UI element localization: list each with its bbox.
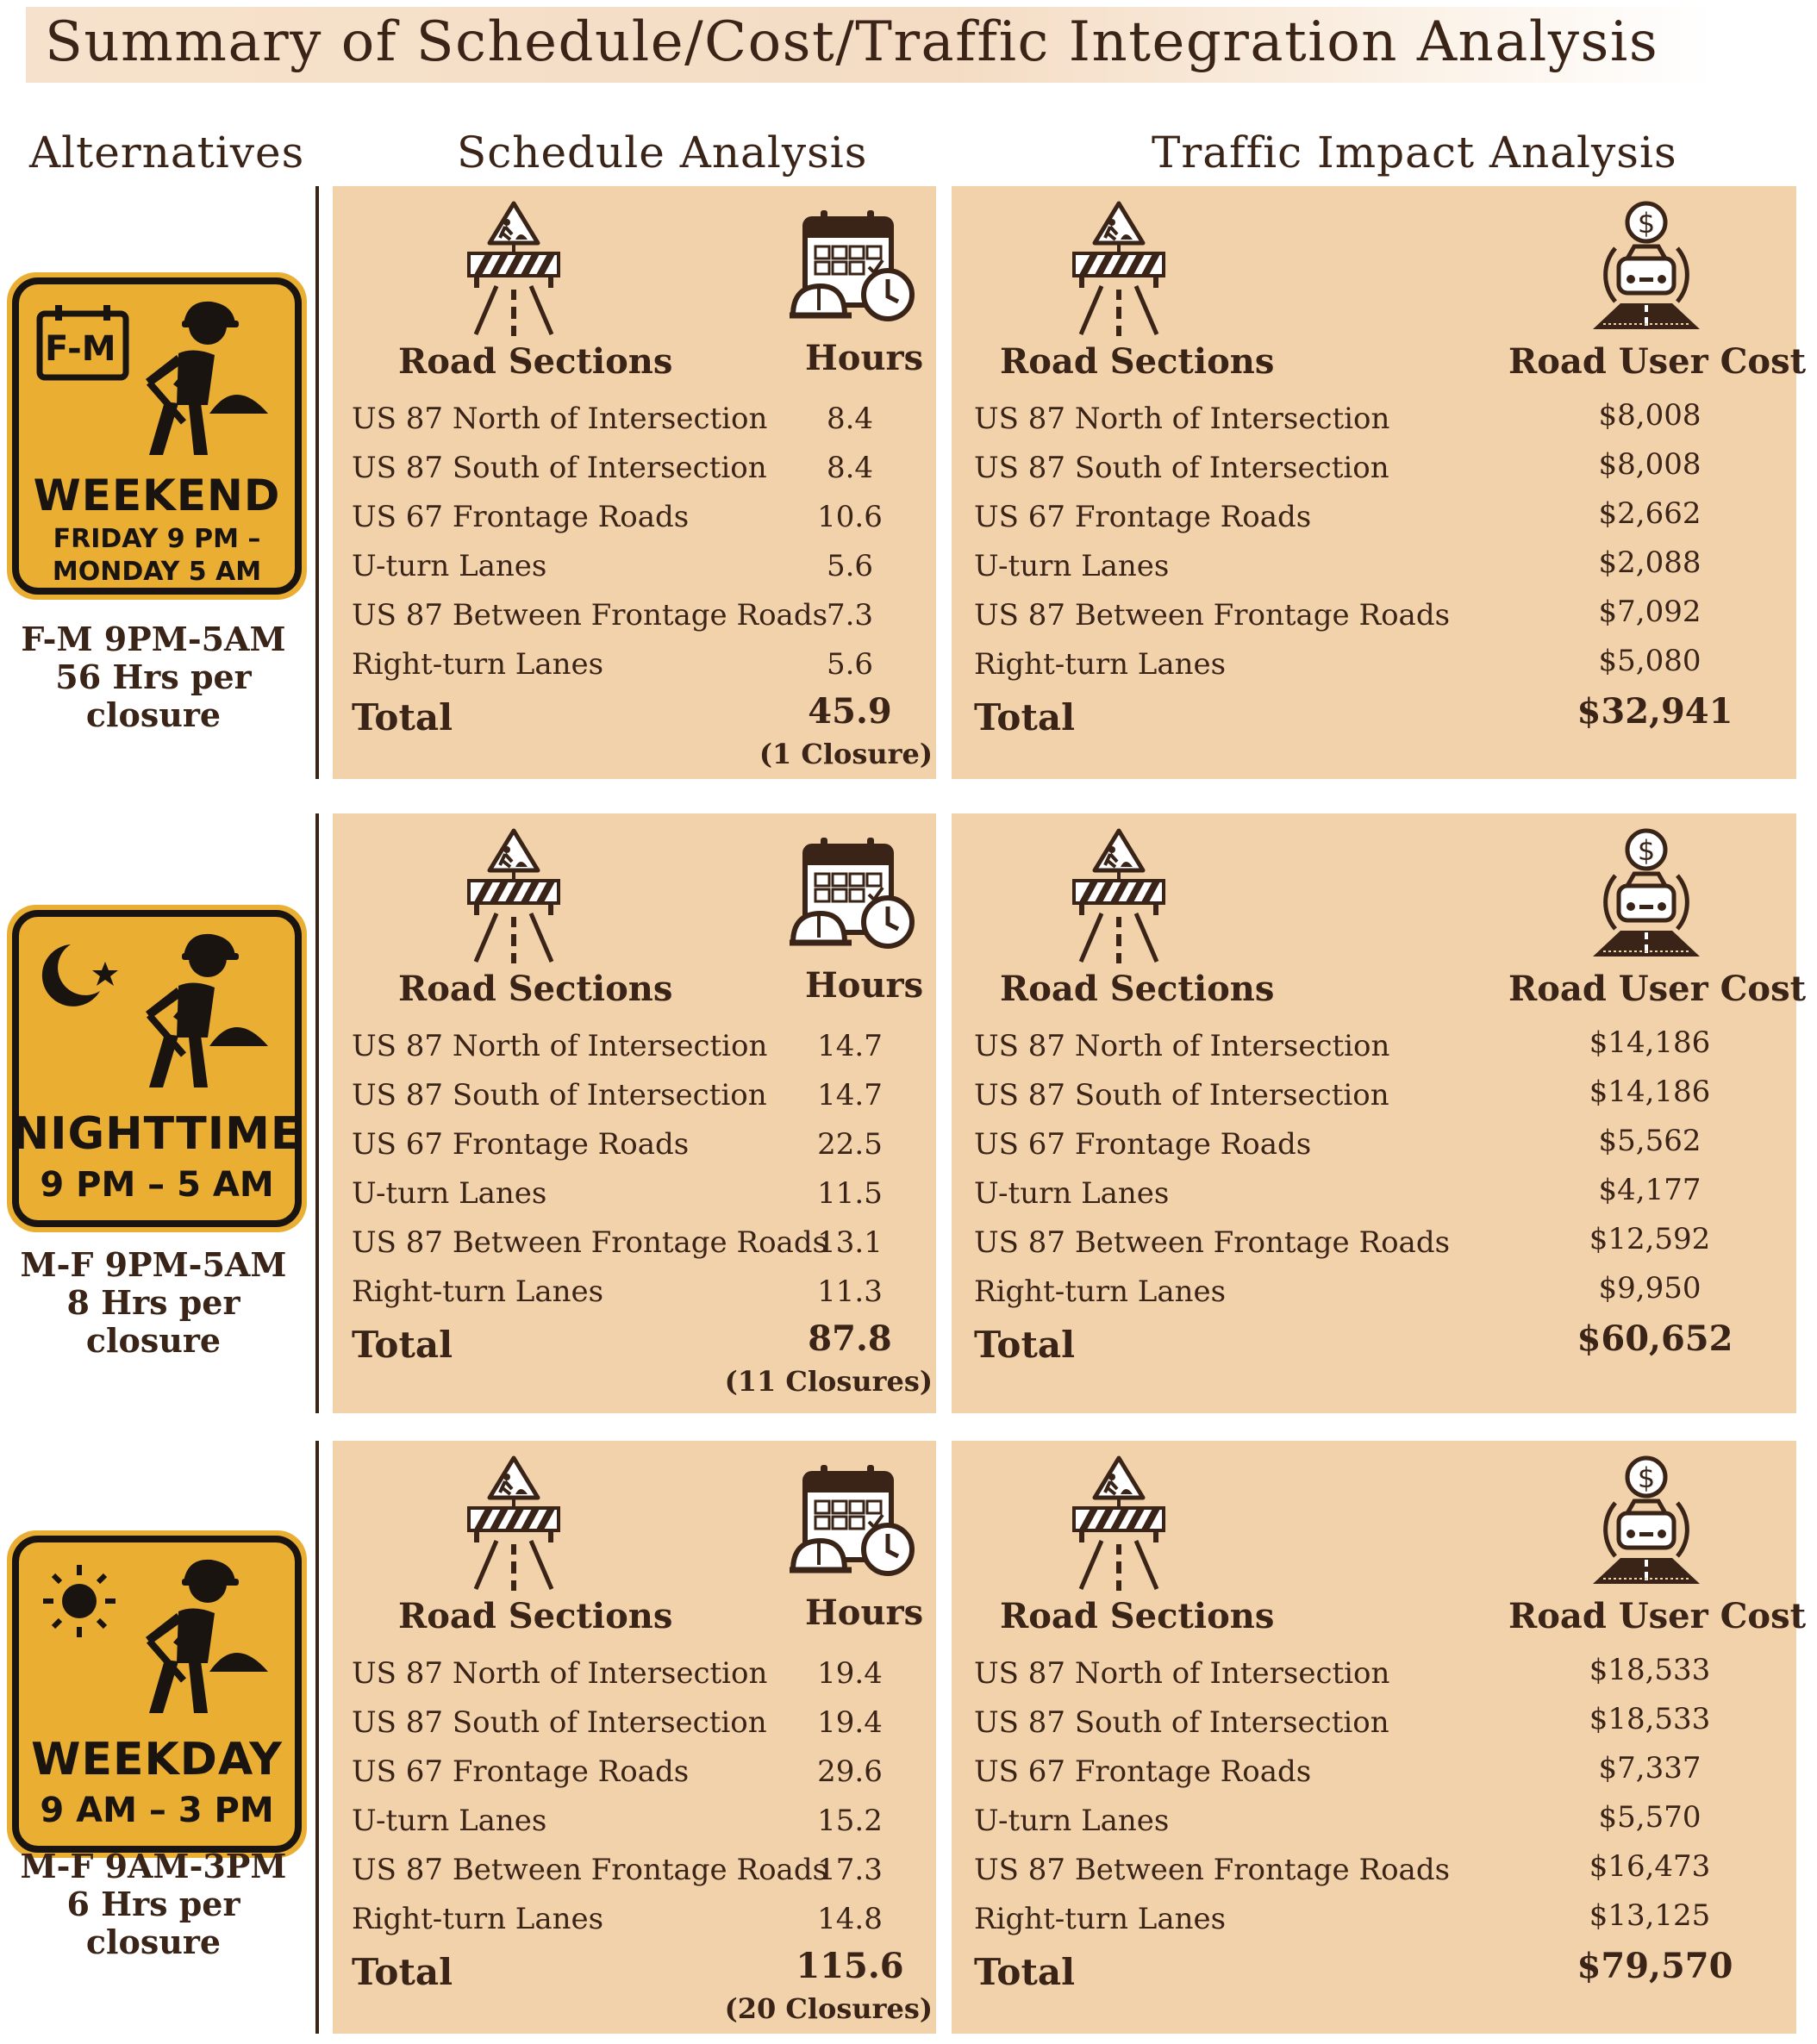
traffic-panel: [952, 813, 1807, 1413]
road-user-cost-value: $5,080: [1598, 644, 1701, 678]
roadwork-barrier-icon: [462, 200, 565, 338]
road-user-cost-icon: [1586, 1453, 1707, 1591]
road-sections-header: Road Sections: [1000, 341, 1275, 382]
road-section-name: US 67 Frontage Roads: [974, 500, 1312, 534]
road-section-name: Right-turn Lanes: [974, 647, 1227, 682]
column-header-alternatives: Alternatives: [29, 128, 305, 178]
road-user-cost-value: $5,562: [1598, 1124, 1701, 1158]
road-section-name: US 87 North of Intersection: [352, 402, 768, 436]
road-sections-header: Road Sections: [398, 341, 673, 382]
road-user-cost-value: $8,008: [1598, 398, 1701, 433]
calendar-icon: [36, 303, 131, 381]
road-section-name: US 87 North of Intersection: [352, 1656, 768, 1691]
column-header-traffic: Traffic Impact Analysis: [1152, 128, 1677, 178]
traffic-panel: [952, 1441, 1807, 2034]
road-user-cost-value: $12,592: [1589, 1222, 1711, 1256]
road-section-name: US 67 Frontage Roads: [352, 500, 690, 534]
alternative-hours-per-closure: 56 Hrs per closure: [55, 657, 252, 734]
schedule-panel: [333, 1441, 936, 2034]
road-user-cost-header: Road User Cost: [1508, 1596, 1807, 1636]
road-section-name: US 87 South of Intersection: [974, 451, 1389, 485]
hours-value: 10.6: [817, 500, 883, 534]
road-sections-header: Road Sections: [398, 969, 673, 1009]
total-hours: 115.6: [796, 1946, 904, 1986]
road-user-cost-value: $2,662: [1598, 496, 1701, 531]
roadwork-barrier-icon: [1067, 827, 1171, 965]
road-user-cost-value: $8,008: [1598, 447, 1701, 482]
roadwork-barrier-icon: [1067, 200, 1171, 338]
traffic-panel: [952, 186, 1807, 779]
sign-main-text: WEEKDAY: [31, 1734, 283, 1785]
sign-sub-text: 9 AM – 3 PM: [40, 1791, 274, 1830]
sign-sub-text: FRIDAY 9 PM –: [53, 524, 261, 554]
road-sections-header: Road Sections: [1000, 969, 1275, 1009]
road-user-cost-value: $9,950: [1598, 1271, 1701, 1306]
road-user-cost-value: $5,570: [1598, 1800, 1701, 1835]
hours-value: 19.4: [817, 1705, 883, 1740]
hours-value: 8.4: [826, 402, 874, 436]
hours-value: 13.1: [817, 1225, 883, 1260]
road-section-name: Right-turn Lanes: [974, 1902, 1227, 1936]
alternative-row: [0, 186, 1817, 779]
road-user-cost-value: $18,533: [1589, 1702, 1711, 1736]
total-label: Total: [974, 1324, 1076, 1366]
total-hours: 87.8: [808, 1318, 892, 1359]
road-section-name: U-turn Lanes: [352, 549, 547, 583]
road-section-name: US 87 South of Intersection: [352, 1078, 767, 1112]
road-user-cost-header: Road User Cost: [1508, 969, 1807, 1009]
hours-value: 5.6: [826, 647, 874, 682]
road-section-name: US 87 South of Intersection: [352, 1705, 767, 1740]
hours-value: 14.7: [817, 1078, 883, 1112]
road-section-name: US 87 North of Intersection: [974, 402, 1390, 436]
road-section-name: Right-turn Lanes: [974, 1274, 1227, 1309]
road-section-name: US 87 North of Intersection: [974, 1656, 1390, 1691]
road-user-cost-value: $14,186: [1589, 1075, 1711, 1109]
schedule-panel: [333, 813, 936, 1413]
road-section-name: U-turn Lanes: [974, 1176, 1170, 1211]
road-section-name: US 87 Between Frontage Roads: [352, 1225, 828, 1260]
calendar-hardhat-clock-icon: [788, 207, 917, 327]
road-user-cost-icon: [1586, 826, 1707, 963]
total-label: Total: [352, 1951, 453, 1993]
total-road-user-cost: $79,570: [1577, 1946, 1733, 1986]
road-section-name: U-turn Lanes: [352, 1804, 547, 1838]
total-hours: 45.9: [808, 691, 892, 732]
road-user-cost-value: $2,088: [1598, 545, 1701, 580]
road-sections-header: Road Sections: [398, 1596, 673, 1636]
alternative-window: F-M 9PM-5AM: [21, 620, 286, 658]
road-section-name: US 67 Frontage Roads: [352, 1754, 690, 1789]
hours-value: 29.6: [817, 1754, 883, 1789]
roadwork-barrier-icon: [462, 1455, 565, 1592]
alternative-sign: [7, 1530, 307, 1858]
road-section-name: US 67 Frontage Roads: [352, 1127, 690, 1162]
road-section-name: US 87 Between Frontage Roads: [352, 598, 828, 633]
road-section-name: US 87 South of Intersection: [974, 1705, 1389, 1740]
calendar-hardhat-clock-icon: [788, 1461, 917, 1582]
road-section-name: US 87 Between Frontage Roads: [974, 598, 1451, 633]
alternative-row: [0, 813, 1817, 1413]
hours-value: 17.3: [817, 1853, 883, 1887]
hours-header: Hours: [805, 965, 924, 1006]
alternative-window: M-F 9PM-5AM: [20, 1245, 287, 1284]
hours-value: 15.2: [817, 1804, 883, 1838]
page-title: Summary of Schedule/Cost/Traffic Integration Analysis: [45, 10, 1659, 74]
road-section-name: US 67 Frontage Roads: [974, 1754, 1312, 1789]
road-user-cost-header: Road User Cost: [1508, 341, 1807, 382]
closure-count: (11 Closures): [724, 1365, 933, 1398]
road-user-cost-value: $7,337: [1598, 1751, 1701, 1785]
hours-value: 7.3: [826, 598, 874, 633]
hours-value: 11.3: [817, 1274, 883, 1309]
road-section-name: US 67 Frontage Roads: [974, 1127, 1312, 1162]
road-section-name: US 87 Between Frontage Roads: [352, 1853, 828, 1887]
road-section-name: US 87 South of Intersection: [974, 1078, 1389, 1112]
hours-value: 11.5: [817, 1176, 883, 1211]
total-road-user-cost: $60,652: [1577, 1318, 1733, 1359]
alternative-sign: [7, 272, 307, 600]
road-user-cost-value: $14,186: [1589, 1025, 1711, 1060]
closure-count: (1 Closure): [759, 738, 933, 770]
sign-sub-text: 9 PM – 5 AM: [40, 1165, 274, 1205]
alternative-window: M-F 9AM-3PM: [20, 1847, 287, 1885]
road-user-cost-icon: [1586, 198, 1707, 336]
schedule-panel: [333, 186, 936, 779]
sign-main-text: NIGHTTIME: [11, 1108, 303, 1160]
road-user-cost-value: $7,092: [1598, 595, 1701, 629]
calendar-hardhat-clock-icon: [788, 834, 917, 955]
road-sections-header: Road Sections: [1000, 1596, 1275, 1636]
sign-sub-text-2: MONDAY 5 AM: [52, 557, 262, 587]
roadwork-barrier-icon: [462, 827, 565, 965]
hours-value: 19.4: [817, 1656, 883, 1691]
road-section-name: Right-turn Lanes: [352, 647, 604, 682]
total-road-user-cost: $32,941: [1577, 691, 1733, 732]
road-section-name: Right-turn Lanes: [352, 1902, 604, 1936]
hours-header: Hours: [805, 1592, 924, 1633]
sign-badge: F-M: [45, 329, 116, 369]
alternative-sign: [7, 905, 307, 1232]
hours-value: 14.8: [817, 1902, 883, 1936]
total-label: Total: [974, 1951, 1076, 1993]
total-label: Total: [352, 696, 453, 738]
hours-value: 5.6: [826, 549, 874, 583]
road-section-name: U-turn Lanes: [974, 1804, 1170, 1838]
total-label: Total: [352, 1324, 453, 1366]
road-section-name: US 87 North of Intersection: [352, 1029, 768, 1063]
roadwork-barrier-icon: [1067, 1455, 1171, 1592]
hours-value: 8.4: [826, 451, 874, 485]
closure-count: (20 Closures): [724, 1992, 933, 2025]
road-section-name: U-turn Lanes: [974, 549, 1170, 583]
hours-value: 14.7: [817, 1029, 883, 1063]
road-user-cost-value: $13,125: [1589, 1898, 1711, 1933]
road-user-cost-value: $16,473: [1589, 1849, 1711, 1884]
alternative-hours-per-closure: 6 Hrs per closure: [66, 1885, 240, 1961]
road-section-name: US 87 Between Frontage Roads: [974, 1225, 1451, 1260]
alternative-hours-per-closure: 8 Hrs per closure: [66, 1283, 240, 1360]
road-section-name: US 87 Between Frontage Roads: [974, 1853, 1451, 1887]
sun-icon: [36, 1561, 131, 1639]
sign-main-text: WEEKEND: [33, 470, 281, 520]
road-section-name: US 87 North of Intersection: [974, 1029, 1390, 1063]
hours-header: Hours: [805, 338, 924, 378]
road-section-name: U-turn Lanes: [352, 1176, 547, 1211]
hours-value: 22.5: [817, 1127, 883, 1162]
moon-star-icon: [36, 936, 131, 1013]
road-user-cost-value: $4,177: [1598, 1173, 1701, 1207]
road-section-name: US 87 South of Intersection: [352, 451, 767, 485]
road-section-name: Right-turn Lanes: [352, 1274, 604, 1309]
road-user-cost-value: $18,533: [1589, 1653, 1711, 1687]
column-header-schedule: Schedule Analysis: [457, 128, 868, 178]
alternative-row: [0, 1441, 1817, 2034]
total-label: Total: [974, 696, 1076, 738]
